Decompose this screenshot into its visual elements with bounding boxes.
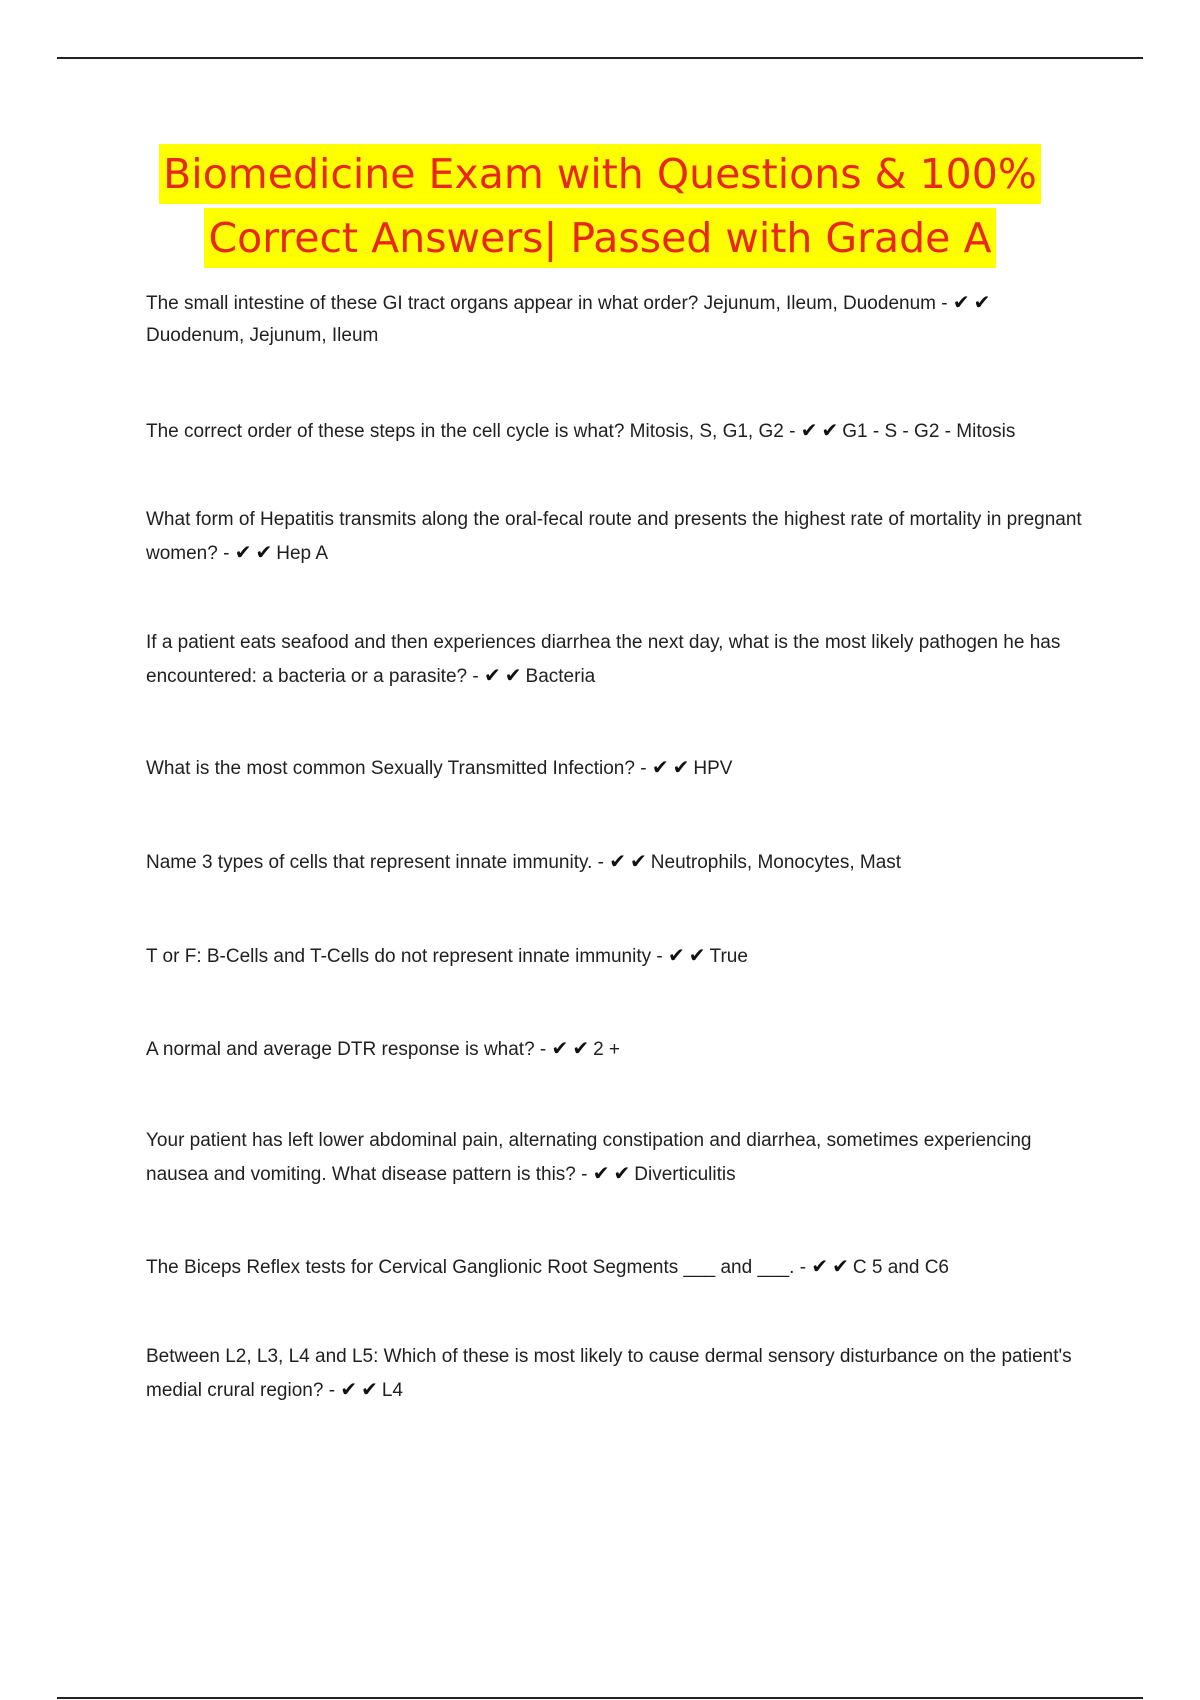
qa-item-4 xyxy=(146,627,1086,693)
check-icon: ✔ xyxy=(651,755,669,779)
check-icon: ✔ xyxy=(613,1161,631,1185)
check-icon: ✔ xyxy=(572,1036,590,1060)
qa-item-5 xyxy=(146,751,1086,785)
check-icon: ✔ xyxy=(811,1254,829,1278)
check-icon: ✔ xyxy=(609,849,627,873)
question-text: If a patient eats seafood and then experiences diarrhea the next day, what is the most likely pathogen he has encountered: a bacteria or a parasite? - xyxy=(146,632,1061,687)
check-icon: ✔ xyxy=(973,290,991,314)
check-icon: ✔ xyxy=(672,755,690,779)
check-icon: ✔ xyxy=(340,1377,358,1401)
check-icon: ✔ xyxy=(504,663,522,687)
answer-text: HPV xyxy=(693,758,733,779)
check-icon: ✔ xyxy=(688,943,706,967)
question-text: T or F: B-Cells and T-Cells do not represent innate immunity - xyxy=(146,946,663,967)
title-line-1: Biomedicine Exam with Questions & 100% xyxy=(159,144,1041,204)
qa-item-9 xyxy=(146,1125,1086,1191)
qa-item-10 xyxy=(146,1250,1086,1284)
check-icon: ✔ xyxy=(551,1036,569,1060)
qa-item-1 xyxy=(146,286,1086,352)
question-text: Name 3 types of cells that represent innate immunity. - xyxy=(146,852,604,873)
bottom-rule xyxy=(57,1697,1143,1699)
check-icon: ✔ xyxy=(668,943,685,967)
question-text: A normal and average DTR response is what? - xyxy=(146,1039,547,1060)
check-icon: ✔ xyxy=(234,540,252,564)
question-text: The Biceps Reflex tests for Cervical Ganglionic Root Segments ___ and ___. - xyxy=(146,1257,807,1278)
document-title xyxy=(0,140,1200,268)
check-icon: ✔ xyxy=(484,663,501,687)
answer-text: Neutrophils, Monocytes, Mast xyxy=(650,852,902,873)
answer-text: Bacteria xyxy=(525,666,596,687)
check-icon: ✔ xyxy=(952,290,970,314)
question-text: Your patient has left lower abdominal pain, alternating constipation and diarrhea, sometimes experiencing nausea and vomiting. What disease pattern is this? - xyxy=(146,1130,1032,1185)
qa-item-6 xyxy=(146,845,1086,879)
answer-text: 2 + xyxy=(593,1039,621,1060)
check-icon: ✔ xyxy=(255,540,273,564)
answer-text: G1 - S - G2 - Mitosis xyxy=(842,421,1016,442)
question-text: What form of Hepatitis transmits along the oral-fecal route and presents the highest rate of mortality in pregnant women? - xyxy=(146,509,1082,564)
answer-text: Duodenum, Jejunum, Ileum xyxy=(146,325,379,346)
answer-text: L4 xyxy=(381,1380,403,1401)
answer-text: Diverticulitis xyxy=(634,1164,736,1185)
answer-text: True xyxy=(709,946,748,967)
check-icon: ✔ xyxy=(821,418,839,442)
check-icon: ✔ xyxy=(592,1161,610,1185)
answer-text: Hep A xyxy=(276,543,328,564)
title-line-2: Correct Answers| Passed with Grade A xyxy=(204,208,995,268)
question-text: The correct order of these steps in the cell cycle is what? Mitosis, S, G1, G2 - xyxy=(146,421,796,442)
qa-item-3 xyxy=(146,504,1086,570)
qa-item-11 xyxy=(146,1341,1086,1407)
check-icon: ✔ xyxy=(832,1254,849,1278)
top-rule xyxy=(57,57,1143,59)
check-icon: ✔ xyxy=(630,849,647,873)
qa-item-8 xyxy=(146,1032,1086,1066)
answer-text: C 5 and C6 xyxy=(852,1257,949,1278)
question-text: What is the most common Sexually Transmitted Infection? - xyxy=(146,758,647,779)
question-text: Between L2, L3, L4 and L5: Which of these is most likely to cause dermal sensory disturbance on the patient's medial crural region? - xyxy=(146,1346,1072,1401)
qa-item-2 xyxy=(146,414,1086,448)
question-text: The small intestine of these GI tract organs appear in what order? Jejunum, Ileum, Duodenum - xyxy=(146,293,948,314)
check-icon: ✔ xyxy=(361,1377,378,1401)
check-icon: ✔ xyxy=(800,418,818,442)
qa-item-7 xyxy=(146,939,1086,973)
